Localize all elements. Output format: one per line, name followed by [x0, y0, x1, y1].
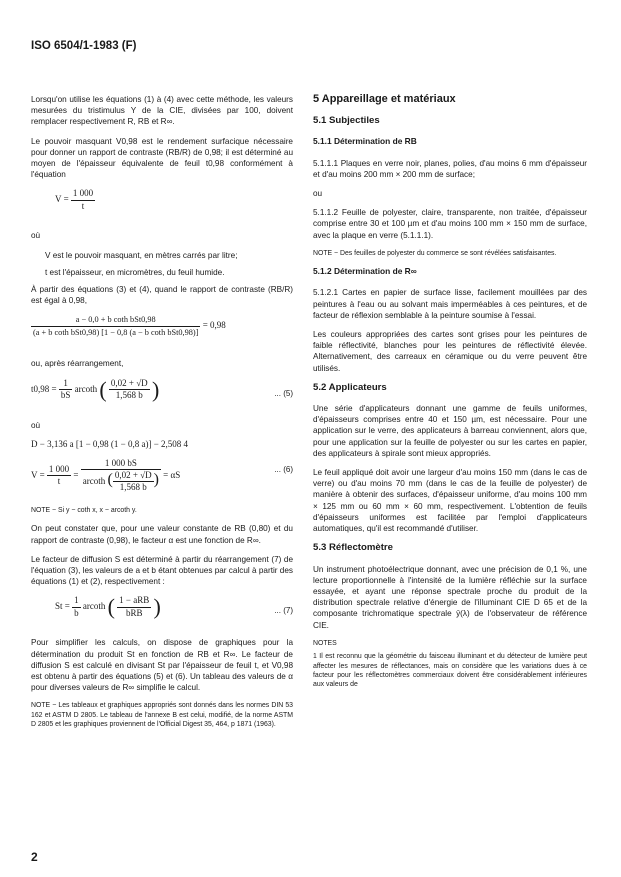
equation-number: ... (7): [274, 606, 293, 616]
paragraph: Le facteur de diffusion S est déterminé à partir du réarrangement (7) de l'équation (3), les valeurs de a et b étant obtenues par calcul à partir des équations (1) et (2), respectivement :: [31, 554, 293, 587]
page-number: 2: [31, 850, 38, 864]
paragraph: Un instrument photoélectrique donnant, avec une précision de 0,1 %, une lecture proportionnelle à l'intensité de la lumière réfléchie sur la surface essayée, et ayant une réponse spectrale proche du produit de la distribution spectrale relative d'énergie de l'illuminant CIE D 65 et de la composante trichromatique spectrale ȳ(λ) de l'observateur de référence CIE.: [313, 564, 587, 630]
equation-number: ... (5): [274, 388, 293, 398]
paren-left: (: [107, 471, 113, 489]
eq-inner: $\frac{0,02 + √D}{1,568 b}$: [110, 377, 148, 400]
paragraph: À partir des équations (3) et (4), quand le rapport de contraste (RB/R) est égal à 0,98,: [31, 285, 293, 306]
section-heading: 5.1.2 Détermination de R∞: [313, 266, 417, 277]
paren-right: ): [153, 594, 161, 620]
eq-inner: $\frac{0,02 + √D}{1,568 b}$: [114, 470, 152, 493]
paragraph: Pour simplifier les calculs, on dispose de graphiques pour la détermination du produit St en fonction de RB et R∞. Le facteur de diffusion S est calculé en divisant St par l'épaisseur de feuil t, et V0,98 est obtenu à partir des équations (5) et (6). Un tableau des valeurs de α pour diverses valeurs de R∞ simplifie le calcul.: [31, 638, 293, 693]
paragraph: 5.1.1.1 Plaques en verre noir, planes, polies, d'au moins 6 mm d'épaisseur et d'au moins 200 mm × 200 mm de surface;: [313, 158, 587, 179]
label-ou: où: [31, 420, 41, 430]
eq-lhs: V =: [55, 194, 69, 205]
paren-right: ): [153, 471, 159, 489]
eq-inner: $\frac{\text{1 − aRB}}{\text{bRB}}$: [119, 595, 150, 618]
section-heading: 5.2 Applicateurs: [313, 381, 387, 393]
left-column: [31, 94, 293, 738]
definition-t: t est l'épaisseur, en micromètres, du feuil humide.: [45, 267, 225, 277]
paragraph: 5.1.2.1 Cartes en papier de surface lisse, facilement mouillées par des peintures à l'eau ou au solvant mais imperméables à ces peintures, et de facteur de réflexion semblable à la peinture soumise à l'essai.: [313, 288, 587, 320]
paragraph: Le pouvoir masquant V0,98 est le rendement surfacique nécessaire pour donner un rapport de contraste (RB/R) de 0,98; il est déterminé au moyen de l'épaisseur équivalente de feuil t0,98 conformément à l'équation: [31, 136, 293, 180]
equation-5: t0,98 = $\frac{1}{bS}$ arcoth ( $\frac{0,02 + √D}{1,568 b}$ ) ... (5): [31, 376, 293, 402]
note: 1 Il est reconnu que la géométrie du faisceau illuminant et du détecteur de lumière peut affecter les mesures de réflectances, mais on considère que les variations dues à ce facteur pour les réflectomètres commerciaux doivent être considérablement inférieures aux valeurs de: [313, 653, 587, 689]
eq-rhs: = 0,98: [202, 320, 226, 331]
notes-label: NOTES: [313, 639, 337, 647]
note: NOTE − Les tableaux et graphiques appropriés sont donnés dans les normes DIN 53 162 et ASTM D 2805. Le tableau de l'annexe B est celui, modifié, de la norme ASTM D 2805 et les graphiques proviennent de l'Official Digest 35, 464, p 1871 (1963).: [31, 702, 293, 729]
note: NOTE − Si y − coth x, x − arcoth y.: [31, 507, 137, 515]
equation-6: V = $\frac{1 000}{t}$ = 1 000 bS arcoth ( $\frac{0,02 + √D}{1,568 b}$ ) = αS ... (6): [31, 458, 293, 493]
paren-right: ): [151, 376, 160, 402]
section-heading: 5.1 Subjectiles: [313, 115, 380, 127]
eq-coef: $\frac{1}{b}$: [74, 595, 79, 618]
eq-fraction: $\frac{1 000}{t}$: [72, 188, 94, 211]
eq-fraction: $\frac{1 000}{t}$: [48, 464, 70, 487]
equation-v: [55, 188, 293, 220]
paragraph: 5.1.1.2 Feuille de polyester, claire, transparente, non traitée, d'épaisseur comprise entre 30 et 100 µm et d'au moins 100 mm × 150 mm de surface, avec la plaque en verre (5.1.1.1).: [313, 208, 587, 240]
eq-fraction-complex: 1 000 bS arcoth ( $\frac{0,02 + √D}{1,568 b}$ ): [82, 458, 159, 493]
equation-d: D − 3,136 a [1 − 0,98 (1 − 0,8 a)] − 2,508 4: [31, 438, 189, 449]
section-heading: 5.1.1 Détermination de RB: [313, 136, 417, 147]
paren-left: (: [107, 594, 115, 620]
document-header: ISO 6504/1-1983 (F): [31, 40, 137, 52]
equation-contrast: [31, 314, 293, 346]
definition-v: V est le pouvoir masquant, en mètres carrés par litre;: [45, 250, 238, 260]
equation-7: St = $\frac{1}{b}$ arcoth ( $\frac{\text{1 − aRB}}{\text{bRB}}$ ) ... (7): [55, 594, 293, 620]
label-ou: où: [31, 231, 41, 241]
paragraph: Lorsqu'on utilise les équations (1) à (4) avec cette méthode, les valeurs mesurées du tristimulus Y de la CIE, divisées par 100, doivent remplacer respectivement R, RB et R∞.: [31, 95, 293, 127]
section-heading: 5 Appareillage et matériaux: [313, 93, 456, 105]
paragraph: Le feuil appliqué doit avoir une largeur d'au moins 150 mm (dans le cas de verre) ou d'au moins 70 mm (dans le cas de la feuille de polyester) de manière à obtenir des surfaces, d'épaisseur uniforme, d'au moins 100 mm × 125 mm ou 60 mm × 60 mm, respectivement. L'obtention de feuils d'épaisseurs uniformes est facilitée par l'emploi d'applicateurs automatiques, qu'il est recommandé d'utiliser.: [313, 468, 587, 534]
eq-denominator: arcoth ( $\frac{0,02 + √D}{1,568 b}$ ): [82, 470, 159, 493]
note: NOTE − Des feuilles de polyester du commerce se sont révélées satisfaisantes.: [313, 249, 557, 257]
paragraph: ou, après réarrangement,: [31, 359, 124, 369]
equals-sign: =: [73, 470, 79, 481]
paragraph: On peut constater que, pour une valeur constante de RB (0,80) et du rapport de contraste (0,98), le facteur α est une fonction de R∞.: [31, 524, 293, 545]
right-column: [313, 94, 587, 698]
eq-fraction: $\frac{\text{a − 0,0 + b coth bSt0,98}}{\text{(a + b coth bSt0,98) [1 − 0,8 (a − b coth bSt0,98)]}}$: [33, 315, 199, 337]
paragraph: Les couleurs appropriées des cartes sont grises pour les peintures de faible réflectivité, blanches pour les peintures de réflectivité élevée. Alternativement, des carreaux en céramique ou du verre peuvent être utilisés.: [313, 330, 587, 373]
paragraph: Une série d'applicateurs donnant une gamme de feuils uniformes, d'épaisseurs comprises entre 40 et 150 µm, est nécessaire. Pour une application sur le verre, des applicateurs à barreau conviennent, alors que, pour une application sur la feuille de polyester ou sur les cartes en papier, des applicateurs à spirale sont mieux appropriés.: [313, 404, 587, 458]
paren-left: (: [99, 376, 107, 402]
eq-coef: $\frac{1}{bS}$: [60, 377, 71, 400]
equation-number: ... (6): [274, 465, 293, 475]
label-ou: ou: [313, 189, 323, 199]
section-heading: 5.3 Réflectomètre: [313, 542, 393, 554]
